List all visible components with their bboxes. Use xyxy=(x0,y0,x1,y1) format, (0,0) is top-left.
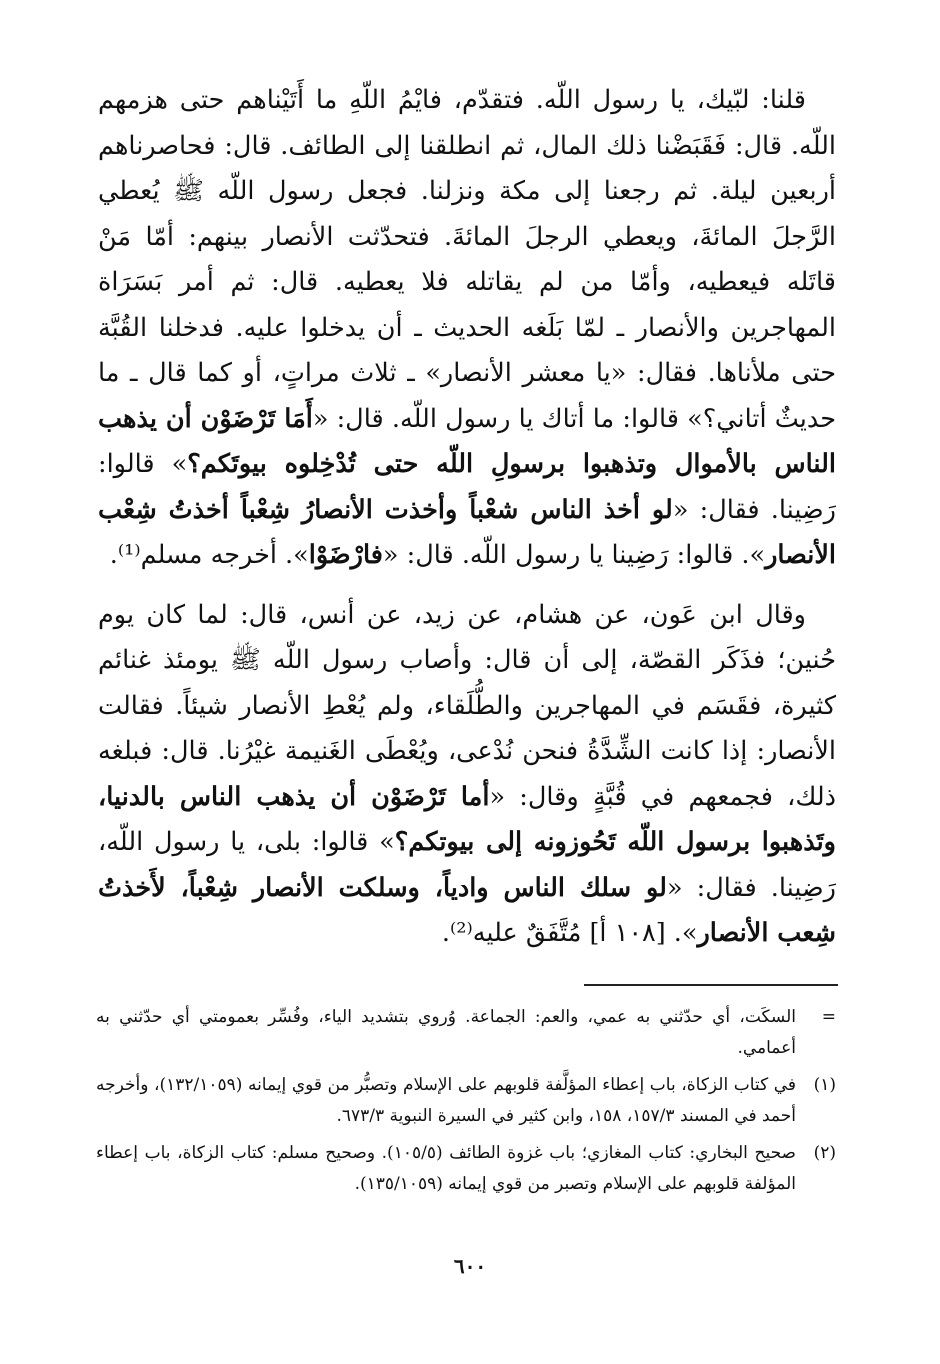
footnote-marker: (٢) xyxy=(813,1143,836,1163)
narration-text: » قالوا: بلى، يا رسول اللّه، رَضِينا. فقال: « xyxy=(98,827,836,903)
footnote-text: في كتاب الزكاة، باب إعطاء المؤلَّفة قلوبهم على الإسلام وتصبُّر من قوي إيمانه (١٣٢/١٠٥٩)، وأخرجه أحمد في المسند ١٥٧/٣، ١٥٨، وابن كثير في السيرة النبوية ٦٧٣/٣. xyxy=(96,1075,797,1126)
hadith-quote: فارْضَوْا xyxy=(308,540,383,570)
hadith-quote: لو سلك الناس وادياً، وسلكت الأنصار شِعْباً، لأَخذتُ شِعب الأنصار xyxy=(98,872,836,948)
footnote-2 xyxy=(96,1138,836,1200)
hadith-quote: أَمَا تَرْضَوْن أن يذهب الناس بالأموال وتذهبوا برسولِ اللّه حتى تُدْخِلوه بيوتَكم؟ xyxy=(98,403,836,479)
paragraph-1 xyxy=(98,78,836,579)
hadith-quote: لو أخذ الناس شعْباً وأخذت الأنصارُ شِعْباً أخذتُ شِعْب الأنصار xyxy=(98,494,836,570)
footnote-text: صحيح البخاري: كتاب المغازي؛ باب غزوة الطائف (١٠٥/٥). وصحيح مسلم: كتاب الزكاة، باب إعطاء المؤلفة قلوبهم على الإسلام وتصبر من قوي إيمانه (١٣٥/١٠٥٩). xyxy=(96,1143,796,1194)
narration-text: ». قالوا: رَضِينا يا رسول اللّه. قال: « xyxy=(382,540,766,570)
paragraph-2 xyxy=(98,593,836,957)
footnote-marker: = xyxy=(821,1007,836,1027)
narration-text: قلنا: لبّيك، يا رسول اللّه. فتقدّم، فايْمُ اللّهِ ما أَتَيْناهم حتى هزمهم اللّه. قال: فَقَبَضْنا ذلك المال، ثم انطلقنا إلى الطائف. قال: فحاصرناهم أربعين ليلة. ثم رجعنا إلى مكة ونزلنا. فجعل رسول اللّه ﷺ يُعطي الرَّجلَ المائةَ، ويعطي الرجلَ المائةَ. فتحدّثت الأنصار بينهم: أمّا مَنْ قاتَله فيعطيه، وأمّا من لم يقاتله فلا يعطيه. قال: ثم أمر بَسَرَاة المهاجرين والأنصار ـ لمّا بَلَغه الحديث ـ أن يدخلوا عليه. فدخلنا القُبَّة حتى ملأناها. فقال: «يا معشر الأنصار» ـ ثلاث مراتٍ، أو كما قال ـ ما حديثٌ أتاني؟» قالوا: ما أتاك يا رسول اللّه. قال: « xyxy=(98,85,836,434)
narration-text: ». [١٠٨ أ] مُتَّفَقٌ عليه⁽²⁾. xyxy=(441,918,698,948)
narration-text: وقال ابن عَون، عن هشام، عن زيد، عن أنس، قال: لما كان يوم حُنين؛ فذَكَر القصّة، إلى أن قال: وأصاب رسول اللّه ﷺ يومئذ غنائم كثيرة، فقَسَم في المهاجرين والطُّلَقاء، ولم يُعْطِ الأنصار شيئاً. فقالت الأنصار: إذا كانت الشِّدَّةُ فنحن نُدْعى، ويُعْطَى الغَنيمة غيْرُنا. قال: فبلغه ذلك، فجمعهم في قُبَّةٍ وقال: « xyxy=(98,599,836,812)
main-text xyxy=(98,78,836,957)
footnotes xyxy=(96,1002,836,1206)
footnote-1 xyxy=(96,1070,836,1132)
footnote-text: السكَت، أي حدّثني به عمي، والعم: الجماعة. وُروي بتشديد الياء، وفُسِّر بعمومتي أي حدّثني به أعمامي. xyxy=(96,1007,796,1058)
footnote-continuation xyxy=(96,1002,836,1064)
page-number: ٦٠٠ xyxy=(453,1254,487,1278)
hadith-quote: أما تَرْضَوْن أن يذهب الناس بالدنيا، وتَذهبوا برسول اللّه تَحُوزونه إلى بيوتكم؟ xyxy=(98,781,836,857)
footnote-marker: (١) xyxy=(813,1075,836,1095)
narration-text: » قالوا: رَضِينا. فقال: « xyxy=(98,449,836,525)
footnote-separator xyxy=(584,984,838,986)
narration-text: ». أخرجه مسلم⁽¹⁾. xyxy=(109,540,309,570)
